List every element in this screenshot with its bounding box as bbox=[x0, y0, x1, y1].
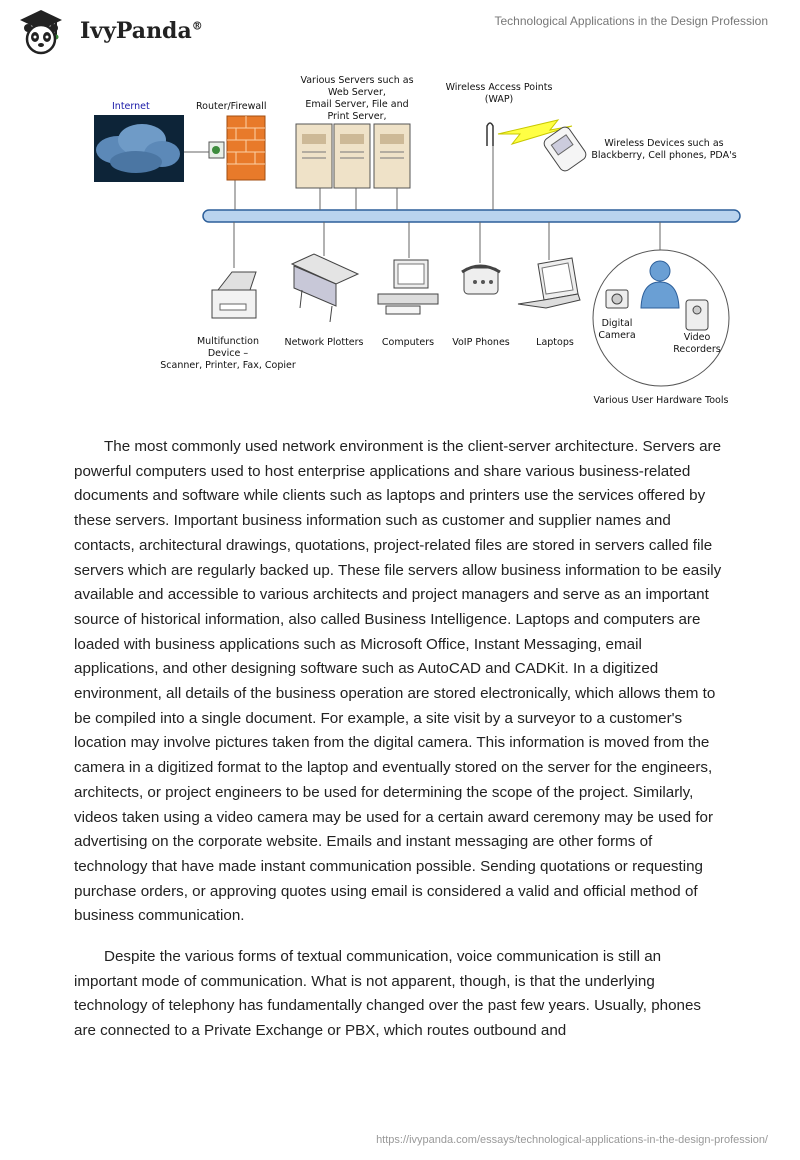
label-voip: VoIP Phones bbox=[452, 337, 510, 348]
internet-cloud-icon bbox=[94, 115, 184, 182]
voip-phone-icon bbox=[462, 266, 500, 294]
label-video-2: Recorders bbox=[673, 344, 721, 355]
label-multi-3: Scanner, Printer, Fax, Copier bbox=[160, 360, 296, 371]
label-wap-2: (WAP) bbox=[484, 94, 514, 105]
server-tower-icon bbox=[374, 124, 410, 188]
brand-logo[interactable] bbox=[16, 8, 206, 56]
label-wireless-1: Wireless Devices such as bbox=[604, 138, 724, 149]
laptop-icon bbox=[518, 258, 580, 308]
label-wap-1: Wireless Access Points bbox=[445, 82, 553, 93]
label-internet: Internet bbox=[112, 101, 150, 112]
page-header bbox=[0, 0, 800, 60]
label-camera-1: Digital bbox=[601, 318, 633, 329]
label-servers-4: Print Server, bbox=[327, 111, 387, 122]
plotter-icon bbox=[292, 254, 358, 322]
document-title: Technological Applications in the Design Profession bbox=[494, 14, 768, 28]
label-video-1: Video bbox=[683, 332, 711, 343]
digital-camera-icon bbox=[606, 290, 628, 308]
label-plotters: Network Plotters bbox=[284, 337, 364, 348]
label-servers-1: Various Servers such as bbox=[300, 75, 414, 86]
printer-icon bbox=[212, 272, 256, 318]
article-body bbox=[74, 435, 726, 1060]
label-servers-2: Web Server, bbox=[328, 87, 386, 98]
footer-url[interactable]: https://ivypanda.com/essays/technological-applications-in-the-design-profession/ bbox=[376, 1134, 768, 1146]
label-servers-3: Email Server, File and bbox=[305, 99, 409, 110]
brand-name: IvyPanda® bbox=[80, 18, 203, 44]
label-wireless-2: Blackberry, Cell phones, PDA's bbox=[591, 150, 737, 161]
network-diagram bbox=[80, 68, 760, 413]
label-computers: Computers bbox=[381, 337, 435, 348]
label-multi-1: Multifunction bbox=[196, 336, 260, 347]
paragraph: The most commonly used network environment is the client-server architecture. Servers are powerful computers used to host enterprise applications and share various business-related documents and software while clients such as laptops and printers use the services offered by these servers. Important business information such as customer and supplier names and contacts, architectural drawings, quotations, project-related files are stored in servers called file servers which are regularly backed up. These file servers allow business information to be easily available and accessible to various architects and project managers and serve as an important source of historical information, also called Business Intelligence. Laptops and computers are loaded with business applications such as Microsoft Office, Instant Messaging, email applications, and other designing software such as AutoCAD and CADKit. In a digitized environment, all details of the business operation are stored electronically, which allows them to be compiled into a single document. For example, a site visit by a surveyor to a customer's location may involve pictures taken from the digital camera. This information is moved from the camera in a digitized format to the laptop and eventually stored on the server for the engineers, architects, or project engineers to be used for determining the scope of the project. Similarly, videos taken using a video camera may be used for a certain award ceremony may be used for advertising on the corporate website. Emails and instant messaging are other forms of technology that have made instant communication possible. Sending quotations or requesting purchase orders, or approving quotes using email is considered a valid and official method of business communication. bbox=[74, 438, 722, 925]
server-tower-icon bbox=[334, 124, 370, 188]
video-recorder-icon bbox=[686, 300, 708, 330]
label-laptops: Laptops bbox=[536, 337, 574, 348]
paragraph: Despite the various forms of textual communication, voice communication is still an important mode of communication. What is not apparent, though, is that the underlying technology of telephony has fundamentally changed over the past few years. Usually, phones are connected to a Private Exchange or PBX, which routes outbound and bbox=[74, 948, 702, 1040]
server-tower-icon bbox=[296, 124, 332, 188]
network-backbone bbox=[203, 210, 740, 222]
router-firewall-icon bbox=[209, 116, 265, 180]
label-camera-2: Camera bbox=[598, 330, 636, 341]
label-multi-2: Device – bbox=[207, 348, 249, 359]
desktop-computer-icon bbox=[378, 260, 438, 314]
network-diagram-svg bbox=[80, 68, 760, 413]
panda-icon bbox=[16, 8, 66, 56]
label-hardware: Various User Hardware Tools bbox=[593, 395, 729, 406]
label-router: Router/Firewall bbox=[196, 101, 267, 112]
